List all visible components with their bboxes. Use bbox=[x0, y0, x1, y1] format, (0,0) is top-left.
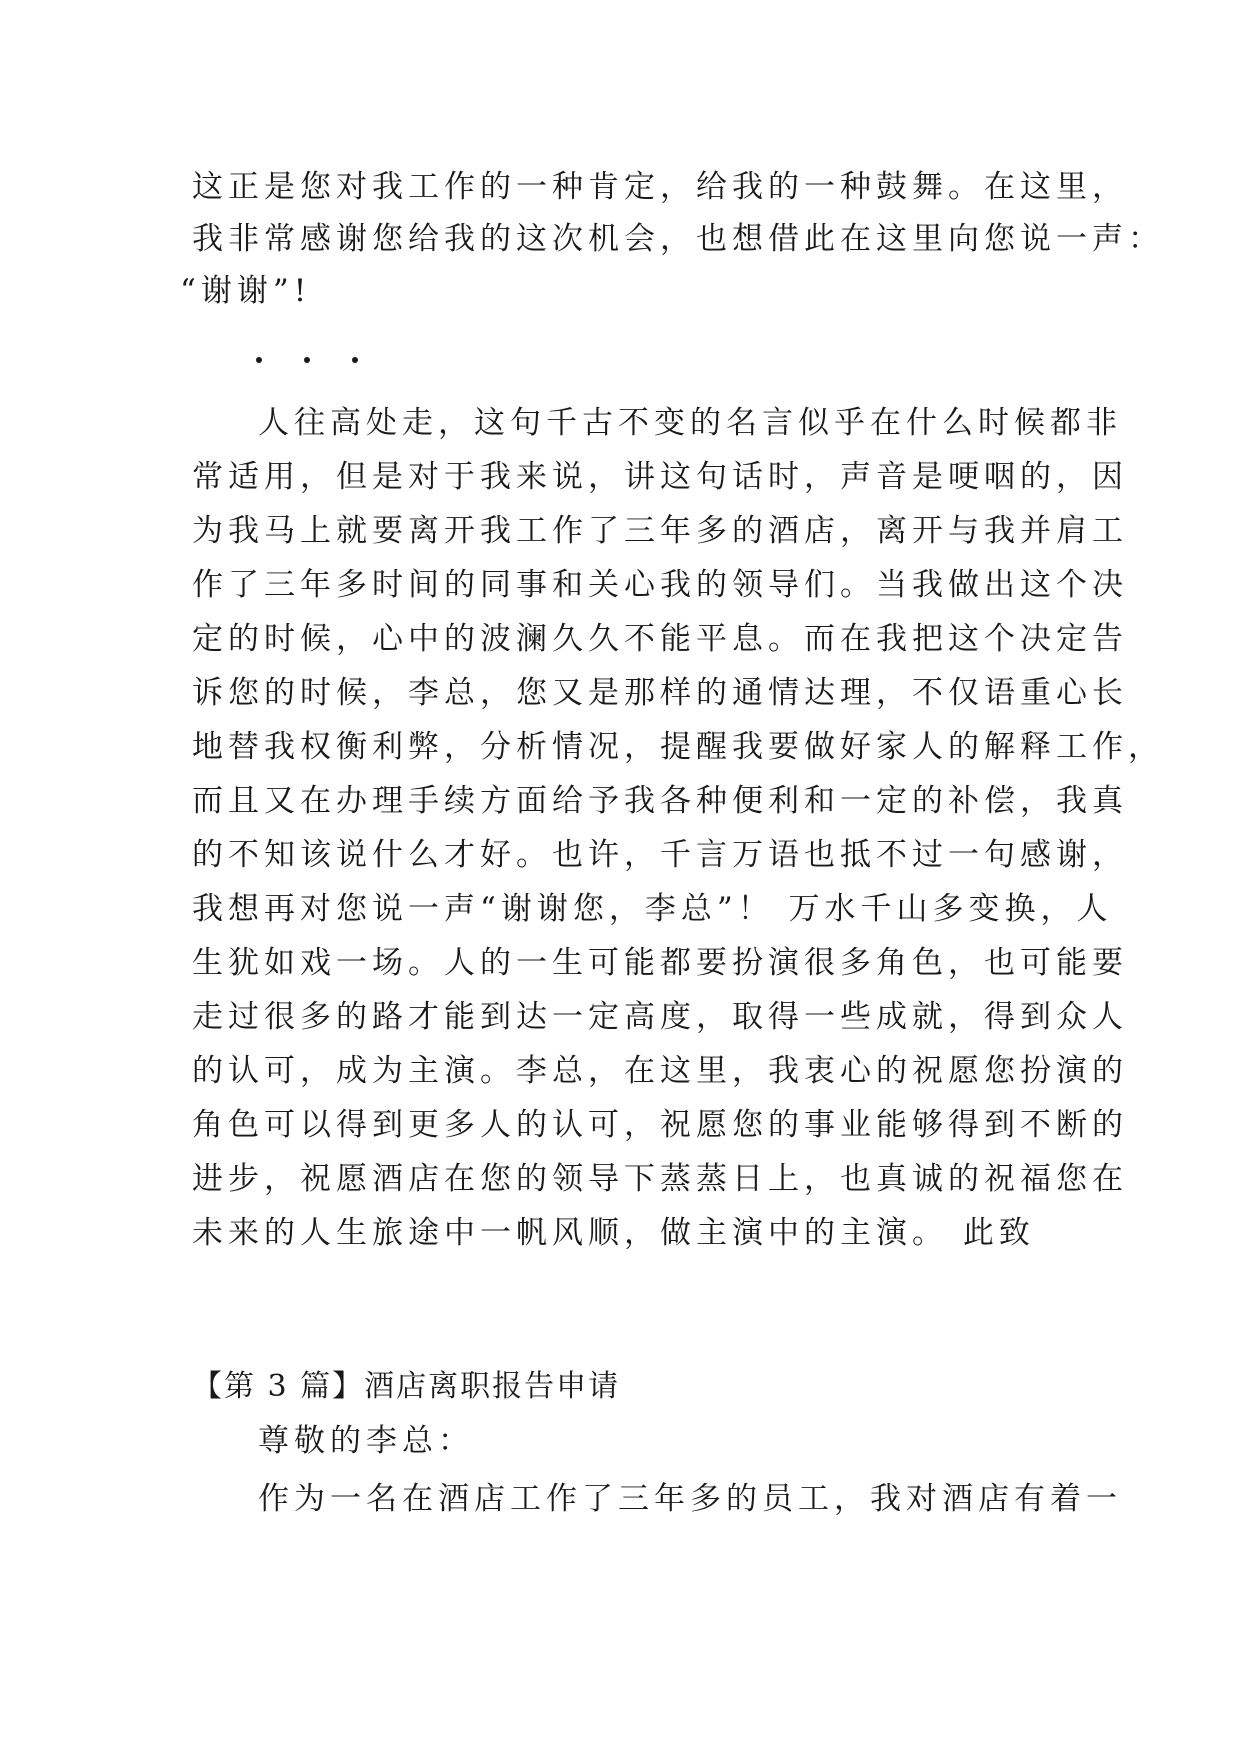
paragraph-line: 诉您的时候，李总，您又是那样的通情达理，不仅语重心长 bbox=[192, 675, 1128, 711]
paragraph-line: 进步，祝愿酒店在您的领导下蒸蒸日上，也真诚的祝福您在 bbox=[192, 1161, 1128, 1197]
paragraph-line: 作了三年多时间的同事和关心我的领导们。当我做出这个决 bbox=[192, 567, 1128, 603]
paragraph-line: 我想再对您说一声“谢谢您，李总”！ 万水千山多变换，人 bbox=[192, 891, 1113, 927]
ellipsis-separator bbox=[256, 340, 396, 380]
paragraph-line: 角色可以得到更多人的认可，祝愿您的事业能够得到不断的 bbox=[192, 1107, 1128, 1143]
paragraph-line: 走过很多的路才能到达一定高度，取得一些成就，得到众人 bbox=[192, 999, 1128, 1035]
salutation: 尊敬的李总： bbox=[258, 1423, 474, 1459]
paragraph-line: 为我马上就要离开我工作了三年多的酒店，离开与我并肩工 bbox=[192, 513, 1128, 549]
section-heading: 【第 3 篇】酒店离职报告申请 bbox=[192, 1369, 621, 1404]
paragraph-line: 定的时候，心中的波澜久久不能平息。而在我把这个决定告 bbox=[192, 621, 1128, 657]
paragraph-line: 地替我权衡利弊，分析情况，提醒我要做好家人的解释工作， bbox=[192, 729, 1164, 765]
dot-icon bbox=[304, 357, 310, 363]
paragraph-line: 的不知该说什么才好。也许，千言万语也抵不过一句感谢， bbox=[192, 837, 1128, 873]
paragraph-line: 而且又在办理手续方面给予我各种便利和一定的补偿，我真 bbox=[192, 783, 1128, 819]
paragraph-line: 未来的人生旅途中一帆风顺，做主演中的主演。 此致 bbox=[192, 1215, 1035, 1251]
paragraph-line: 的认可，成为主演。李总，在这里，我衷心的祝愿您扮演的 bbox=[192, 1053, 1128, 1089]
paragraph-line: 作为一名在酒店工作了三年多的员工，我对酒店有着一 bbox=[258, 1481, 1122, 1517]
paragraph-line: 常适用，但是对于我来说，讲这句话时，声音是哽咽的，因 bbox=[192, 459, 1128, 495]
paragraph-line: 我非常感谢您给我的这次机会，也想借此在这里向您说一声： bbox=[192, 221, 1164, 257]
paragraph-line: 人往高处走，这句千古不变的名言似乎在什么时候都非 bbox=[258, 405, 1122, 441]
dot-icon bbox=[352, 357, 358, 363]
paragraph-line: 这正是您对我工作的一种肯定，给我的一种鼓舞。在这里， bbox=[192, 169, 1128, 205]
paragraph-line: “谢谢”! bbox=[180, 273, 312, 309]
paragraph-line: 生犹如戏一场。人的一生可能都要扮演很多角色，也可能要 bbox=[192, 945, 1128, 981]
dot-icon bbox=[256, 357, 262, 363]
